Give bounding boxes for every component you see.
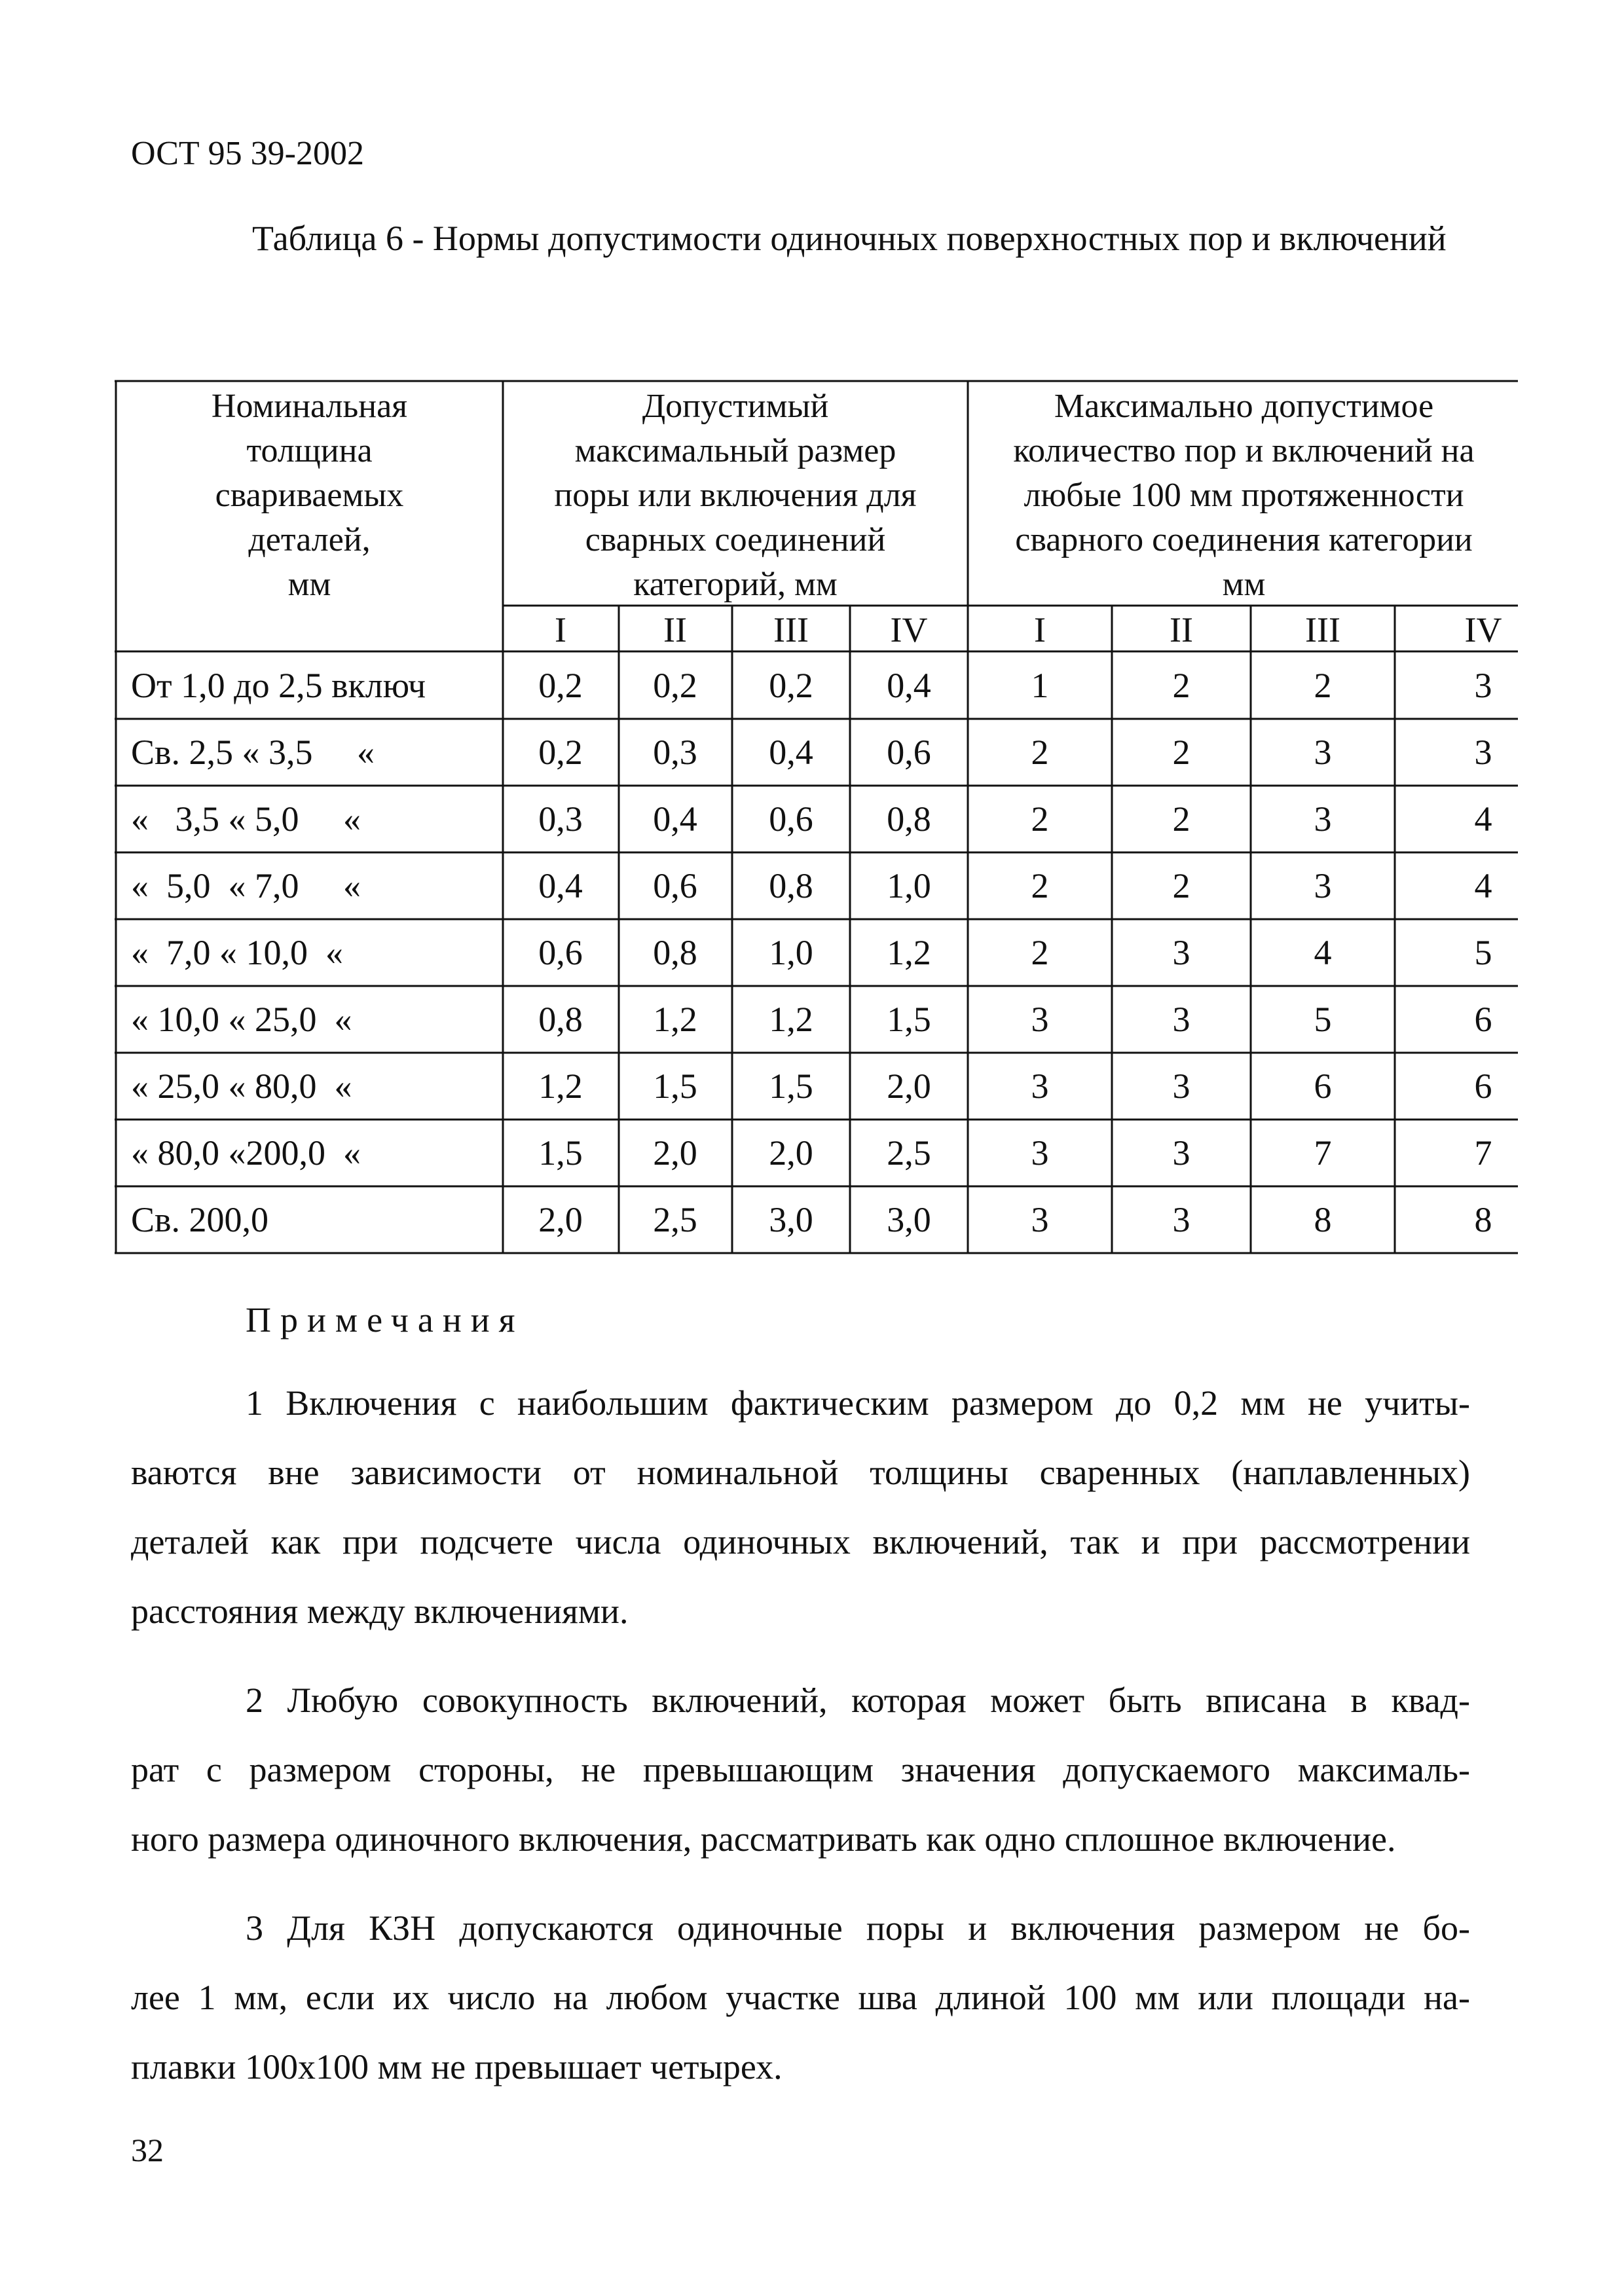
header-size-line: категорий, мм <box>633 566 838 603</box>
row-label: « 7,0 « 10,0 « <box>131 933 343 972</box>
size-cell: 2,0 <box>887 1066 931 1106</box>
size-cell: 0,2 <box>538 733 583 772</box>
header-count-line: количество пор и включений на <box>1013 432 1475 469</box>
header-thickness <box>118 383 501 604</box>
size-cell: 1,0 <box>769 933 813 972</box>
count-cell: 2 <box>1031 933 1049 972</box>
size-cell: 0,6 <box>538 933 583 972</box>
header-count <box>970 383 1518 604</box>
header-count-line: мм <box>1222 566 1266 603</box>
count-cell: 2 <box>1172 733 1190 772</box>
table-caption-text: Таблица 6 - Нормы допустимости одиночных поверхностных пор и включений <box>252 219 1447 258</box>
size-cell: 1,2 <box>887 933 931 972</box>
header-size-line: Допустимый <box>642 388 829 425</box>
note-line: расстояния между включениями. <box>131 1592 629 1631</box>
size-cell: 1,2 <box>538 1066 583 1106</box>
header-count-line: любые 100 мм протяженности <box>1024 477 1464 514</box>
size-cell: 0,2 <box>653 666 697 705</box>
count-cell: 3 <box>1474 666 1492 705</box>
category-count-header: I <box>1034 610 1046 649</box>
size-cell: 0,6 <box>887 733 931 772</box>
category-count-header: IV <box>1464 610 1502 649</box>
count-cell: 3 <box>1172 1200 1190 1239</box>
row-label: « 5,0 « 7,0 « <box>131 866 361 905</box>
category-count-header: III <box>1305 610 1340 649</box>
count-cell: 5 <box>1314 1000 1332 1039</box>
size-cell: 2,0 <box>653 1133 697 1173</box>
size-cell: 1,5 <box>887 1000 931 1039</box>
size-cell: 3,0 <box>769 1200 813 1239</box>
size-cell: 2,0 <box>538 1200 583 1239</box>
page-number: 32 <box>131 2132 164 2168</box>
size-cell: 0,2 <box>538 666 583 705</box>
size-cell: 1,5 <box>538 1133 583 1173</box>
count-cell: 3 <box>1314 733 1332 772</box>
row-label: « 3,5 « 5,0 « <box>131 799 361 839</box>
count-cell: 4 <box>1314 933 1332 972</box>
notes-title: Примечания <box>246 1300 525 1339</box>
count-cell: 2 <box>1031 733 1049 772</box>
size-cell: 0,8 <box>538 1000 583 1039</box>
size-cell: 1,2 <box>769 1000 813 1039</box>
row-label: « 80,0 «200,0 « <box>131 1133 361 1173</box>
count-cell: 3 <box>1314 866 1332 905</box>
row-label: « 25,0 « 80,0 « <box>131 1066 352 1106</box>
size-cell: 0,3 <box>538 799 583 839</box>
size-cell: 0,8 <box>769 866 813 905</box>
count-cell: 1 <box>1031 666 1049 705</box>
header-thickness-line: свариваемых <box>215 477 404 514</box>
size-cell: 2,5 <box>887 1133 931 1173</box>
note-2 <box>131 1666 1470 1874</box>
category-size-header: II <box>663 610 687 649</box>
category-size-header: I <box>555 610 566 649</box>
size-cell: 0,8 <box>653 933 697 972</box>
count-cell: 3 <box>1172 1133 1190 1173</box>
size-cell: 0,4 <box>653 799 697 839</box>
count-cell: 7 <box>1314 1133 1332 1173</box>
header-size-line: сварных соединений <box>585 521 886 558</box>
note-line: 3 Для КЗН допускаются одиночные поры и включения размером не бо- <box>246 1908 1470 1948</box>
header-size-line: максимальный размер <box>574 432 896 469</box>
count-cell: 3 <box>1031 1066 1049 1106</box>
note-line: лее 1 мм, если их число на любом участке шва длиной 100 мм или площади на- <box>131 1978 1470 2017</box>
count-cell: 4 <box>1474 799 1492 839</box>
document-code: ОСТ 95 39-2002 <box>131 135 364 172</box>
count-cell: 3 <box>1172 933 1190 972</box>
count-cell: 6 <box>1314 1066 1332 1106</box>
size-cell: 1,5 <box>653 1066 697 1106</box>
row-label: Св. 200,0 <box>131 1200 269 1239</box>
size-cell: 0,4 <box>887 666 931 705</box>
size-cell: 0,4 <box>538 866 583 905</box>
note-line: рат с размером стороны, не превышающим значения допускаемого максималь- <box>131 1750 1470 1789</box>
count-cell: 3 <box>1314 799 1332 839</box>
notes-section <box>131 1368 1470 2121</box>
size-cell: 0,2 <box>769 666 813 705</box>
count-cell: 3 <box>1031 1133 1049 1173</box>
size-cell: 0,6 <box>769 799 813 839</box>
size-cell: 1,0 <box>887 866 931 905</box>
category-size-header: III <box>773 610 809 649</box>
size-cell: 1,5 <box>769 1066 813 1106</box>
count-cell: 5 <box>1474 933 1492 972</box>
count-cell: 3 <box>1031 1000 1049 1039</box>
size-cell: 2,5 <box>653 1200 697 1239</box>
size-cell: 2,0 <box>769 1133 813 1173</box>
size-cell: 1,2 <box>653 1000 697 1039</box>
size-cell: 3,0 <box>887 1200 931 1239</box>
header-thickness-line: толщина <box>246 432 373 469</box>
header-thickness-line: деталей, <box>248 521 371 558</box>
category-count-header: II <box>1170 610 1193 649</box>
header-count-line: Максимально допустимое <box>1054 388 1434 425</box>
count-cell: 3 <box>1172 1000 1190 1039</box>
note-line: деталей как при подсчете числа одиночных включений, так и при рассмотрении <box>131 1522 1470 1561</box>
note-3 <box>131 1893 1470 2102</box>
header-count-line: сварного соединения категории <box>1015 521 1473 558</box>
note-line: 1 Включения с наибольшим фактическим размером до 0,2 мм не учиты- <box>246 1383 1470 1423</box>
count-cell: 6 <box>1474 1000 1492 1039</box>
count-cell: 2 <box>1172 799 1190 839</box>
count-cell: 2 <box>1172 866 1190 905</box>
note-1 <box>131 1368 1470 1646</box>
note-line: 2 Любую совокупность включений, которая может быть вписана в квад- <box>246 1681 1470 1720</box>
count-cell: 3 <box>1172 1066 1190 1106</box>
count-cell: 7 <box>1474 1133 1492 1173</box>
count-cell: 2 <box>1031 799 1049 839</box>
size-cell: 0,6 <box>653 866 697 905</box>
note-line: ного размера одиночного включения, рассматривать как одно сплошное включение. <box>131 1819 1396 1859</box>
count-cell: 8 <box>1474 1200 1492 1239</box>
count-cell: 4 <box>1474 866 1492 905</box>
category-size-header: IV <box>890 610 928 649</box>
count-cell: 2 <box>1314 666 1332 705</box>
count-cell: 2 <box>1031 866 1049 905</box>
row-label: « 10,0 « 25,0 « <box>131 1000 352 1039</box>
header-thickness-line: мм <box>287 566 331 603</box>
header-thickness-line: Номинальная <box>211 388 408 425</box>
size-cell: 0,4 <box>769 733 813 772</box>
count-cell: 2 <box>1172 666 1190 705</box>
count-cell: 3 <box>1031 1200 1049 1239</box>
count-cell: 3 <box>1474 733 1492 772</box>
size-cell: 0,8 <box>887 799 931 839</box>
count-cell: 8 <box>1314 1200 1332 1239</box>
note-line: плавки 100х100 мм не превышает четырех. <box>131 2047 783 2086</box>
header-size <box>505 383 966 604</box>
size-cell: 0,3 <box>653 733 697 772</box>
row-label: Св. 2,5 « 3,5 « <box>131 733 375 772</box>
note-line: ваются вне зависимости от номинальной толщины сваренных (наплавленных) <box>131 1453 1470 1492</box>
count-cell: 6 <box>1474 1066 1492 1106</box>
header-size-line: поры или включения для <box>554 477 917 514</box>
row-label: От 1,0 до 2,5 включ <box>131 666 426 705</box>
